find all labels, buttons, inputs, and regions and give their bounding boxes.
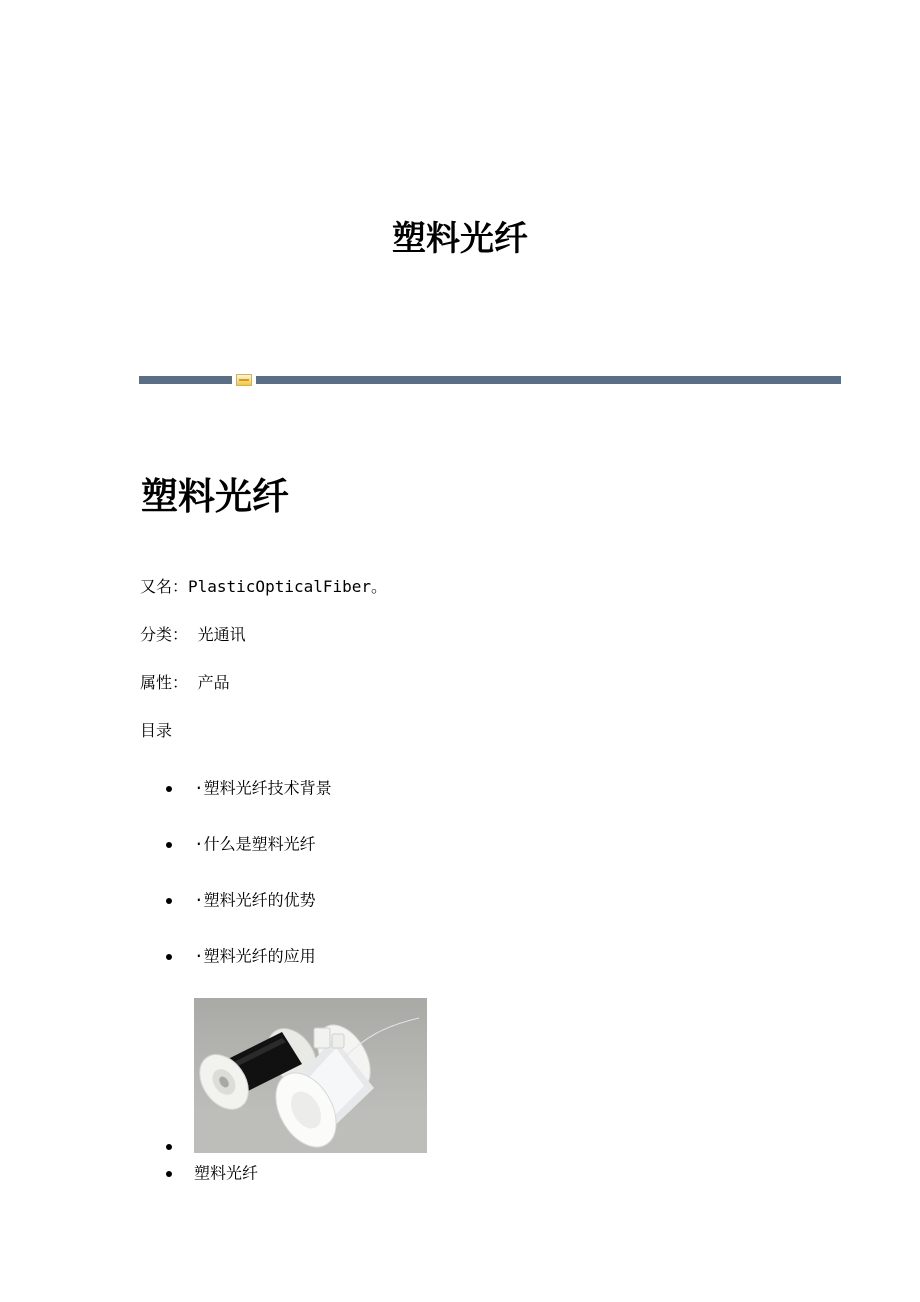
bullet-icon xyxy=(166,786,172,792)
toc-item-label: ·塑料光纤的优势 xyxy=(194,890,316,910)
bullet-icon xyxy=(166,898,172,904)
divider-bar-right xyxy=(256,376,841,384)
bullet-icon xyxy=(166,1144,172,1150)
bullet-icon xyxy=(166,842,172,848)
cover-title: 塑料光纤 xyxy=(392,219,528,259)
bullet-icon xyxy=(166,1171,172,1177)
toc-item-label: ·塑料光纤的应用 xyxy=(194,946,316,966)
toc-item[interactable] xyxy=(166,945,316,968)
attribute-line: 属性： 产品 xyxy=(140,673,230,692)
figure-caption-item xyxy=(166,1162,258,1185)
toc-item[interactable] xyxy=(166,777,332,800)
envelope-ornament-icon xyxy=(236,374,252,386)
bullet-icon xyxy=(166,954,172,960)
toc-item[interactable] xyxy=(166,833,316,856)
toc-label: 目录 xyxy=(140,721,173,740)
toc-item[interactable] xyxy=(166,889,316,912)
section-divider xyxy=(139,374,841,386)
divider-bar-left xyxy=(139,376,232,384)
article-heading: 塑料光纤 xyxy=(141,474,289,518)
fiber-spools-photo xyxy=(194,998,427,1153)
toc-item-label: ·塑料光纤技术背景 xyxy=(194,778,332,798)
figure-caption: 塑料光纤 xyxy=(194,1163,259,1183)
alias-line: 又名：PlasticOpticalFiber。 xyxy=(140,577,388,596)
category-line: 分类： 光通讯 xyxy=(140,625,246,644)
toc-item-label: ·什么是塑料光纤 xyxy=(194,834,316,854)
